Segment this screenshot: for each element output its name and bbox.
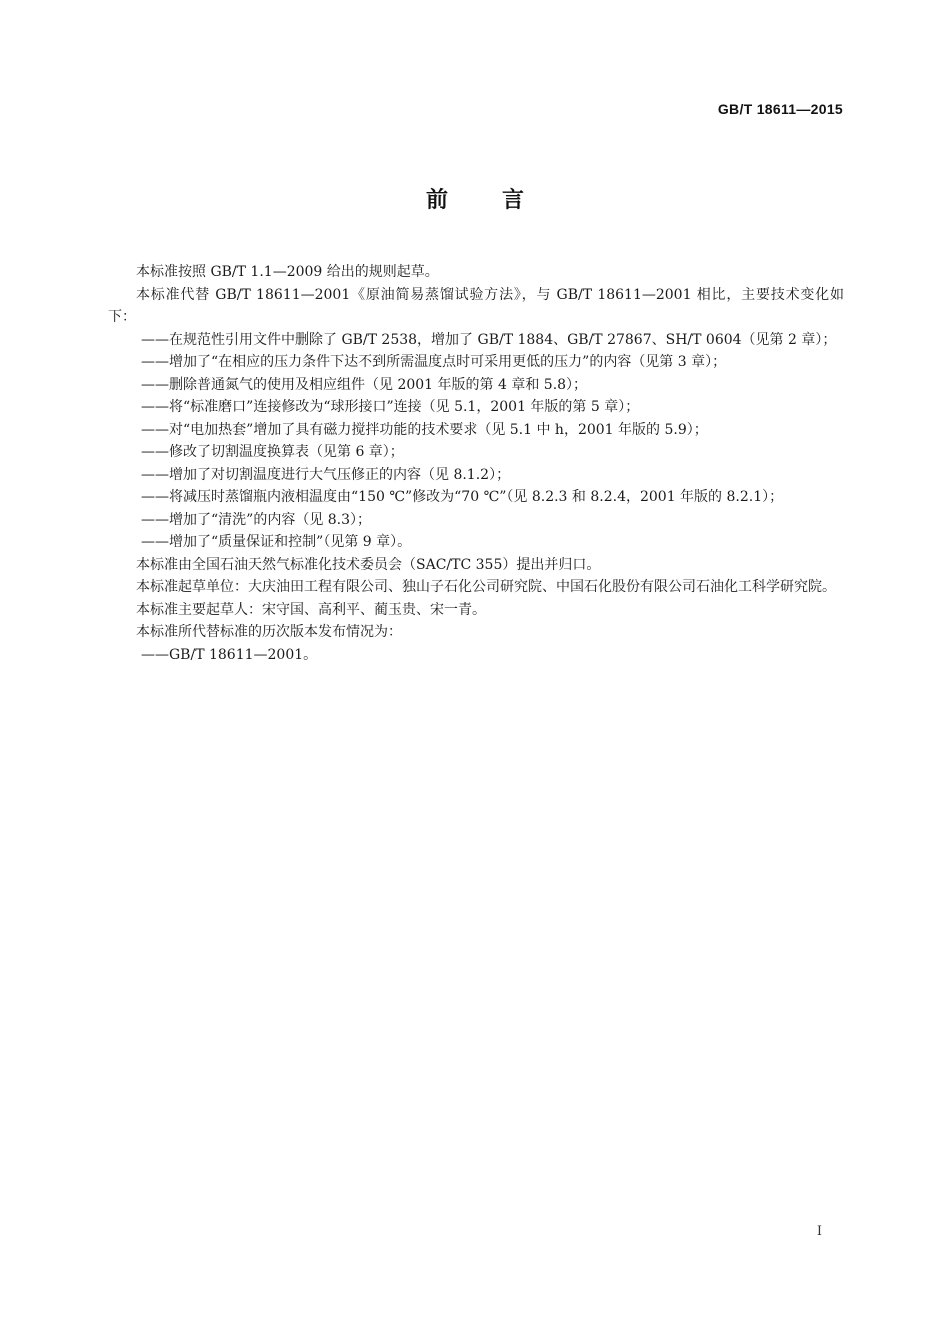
change-item: ——增加了对切割温度进行大气压修正的内容（见 8.1.2）； xyxy=(141,466,511,483)
page-number: I xyxy=(816,1224,822,1239)
page-title: 前言 xyxy=(425,188,578,213)
committee-paragraph: 本标准由全国石油天然气标准化技术委员会（SAC/TC 355）提出并归口。 xyxy=(136,556,601,573)
replacement-paragraph: 本标准代替 GB/T 18611—2001《原油简易蒸馏试验方法》，与 GB/T 18611—2001 相比，主要技术变化如下： xyxy=(108,286,844,325)
change-item: ——删除普通氮气的使用及相应组件（见 2001 年版的第 4 章和 5.8）； xyxy=(141,376,588,393)
foreword-body xyxy=(108,261,844,666)
change-item: ——增加了“质量保证和控制”（见第 9 章）。 xyxy=(141,534,412,550)
change-item: ——增加了“在相应的压力条件下达不到所需温度点时可采用更低的压力”的内容（见第 3 章）； xyxy=(141,354,727,370)
change-item: ——将“标准磨口”连接修改为“球形接口”连接（见 5.1，2001 年版的第 5 章）； xyxy=(141,399,640,415)
standard-code: GB/T 18611—2015 xyxy=(717,101,843,117)
drafting-units-paragraph: 本标准起草单位：大庆油田工程有限公司、独山子石化公司研究院、中国石化股份有限公司石油化工科学研究院。 xyxy=(136,579,836,595)
change-item: ——增加了“清洗”的内容（见 8.3）； xyxy=(141,511,372,528)
change-item: ——将减压时蒸馏瓶内液相温度由“150 ℃”修改为“70 ℃”（见 8.2.3 和 8.2.4，2001 年版的 8.2.1）； xyxy=(141,489,784,505)
previous-version-item: ——GB/T 18611—2001。 xyxy=(141,646,318,663)
change-item: ——修改了切割温度换算表（见第 6 章）； xyxy=(141,444,404,460)
drafters-paragraph: 本标准主要起草人：宋守国、高利平、蔺玉贵、宋一青。 xyxy=(136,601,486,618)
change-item: ——在规范性引用文件中删除了 GB/T 2538，增加了 GB/T 1884、GB/T 27867、SH/T 0604（见第 2 章）； xyxy=(141,331,837,348)
version-history-paragraph: 本标准所代替标准的历次版本发布情况为： xyxy=(136,624,402,640)
change-item: ——对“电加热套”增加了具有磁力搅拌功能的技术要求（见 5.1 中 h，2001 年版的 5.9）； xyxy=(141,421,708,438)
drafting-rule-paragraph: 本标准按照 GB/T 1.1—2009 给出的规则起草。 xyxy=(136,264,439,280)
